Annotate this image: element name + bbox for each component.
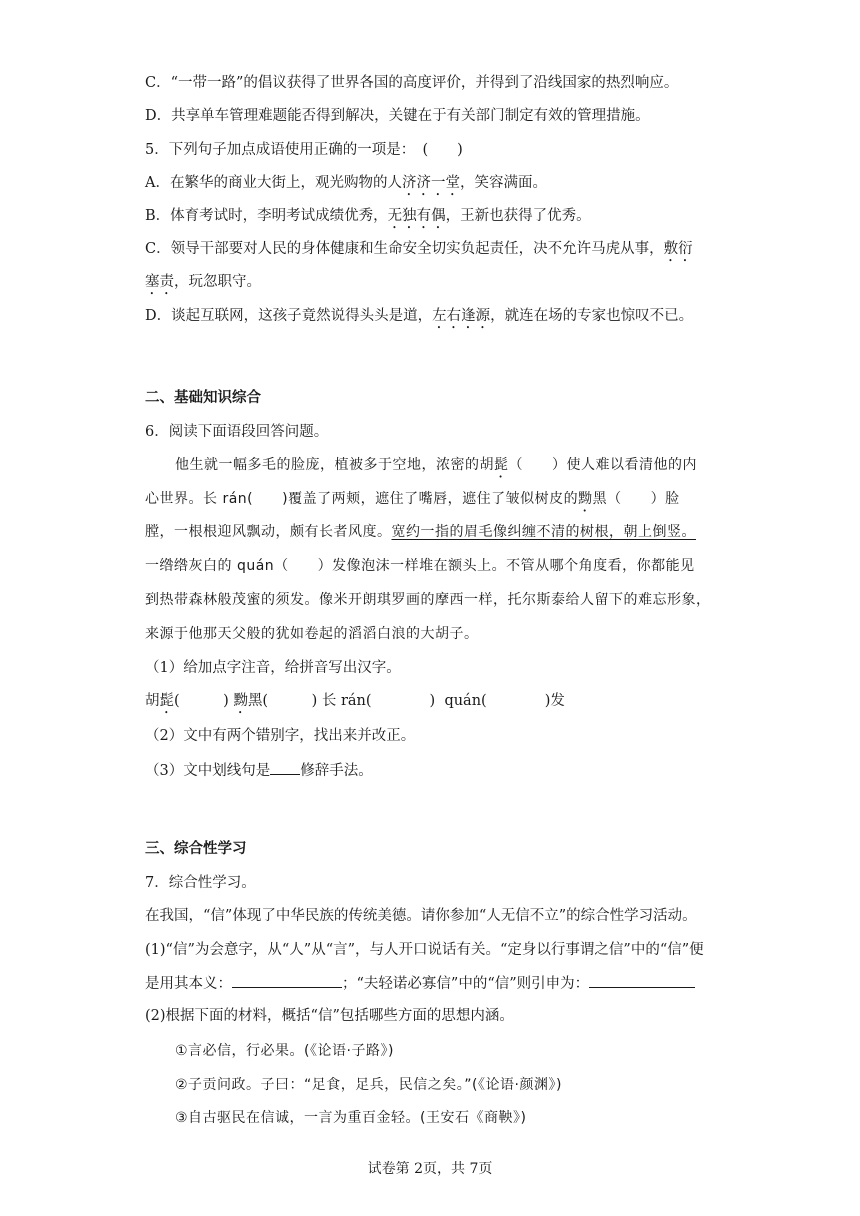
dotted-char: 髭	[494, 457, 509, 473]
answer-blank[interactable]	[270, 760, 300, 775]
answer-blank[interactable]: quán( )发	[444, 693, 565, 709]
material-2: ②子贡问政。子曰：“足食，足兵，民信之矣。”(《论语·颜渊》)	[175, 1077, 562, 1093]
material-3: ③自古驱民在信诚，一言为重百金轻。(王安石《商鞅》)	[175, 1110, 527, 1126]
passage-text: （ ）使人难以看清他的内	[508, 457, 697, 473]
sub3-text: 修辞手法。	[300, 763, 373, 779]
q4-option-c: C．“一带一路”的倡议获得了世界各国的高度评价，并得到了沿线国家的热烈响应。	[145, 75, 679, 91]
option-text: A．在繁华的商业大街上，观光购物的人	[145, 175, 402, 191]
dotted-idiom: 济济一堂	[401, 175, 460, 191]
section-2-title: 二、基础知识综合	[145, 390, 261, 406]
dotted-idiom: 塞责	[145, 274, 174, 290]
answer-blank[interactable]	[589, 973, 695, 988]
passage-line-5: 到热带森林般茂蜜的须发。像米开朗琪罗画的摩西一样，托尔斯泰给人留下的难忘形象，	[145, 592, 711, 608]
passage-line-3	[145, 522, 696, 542]
q5-stem: 5．下列句子加点成语使用正确的一项是： ( )	[145, 142, 463, 158]
q7-s2: (2)根据下面的材料，概括“信”包括哪些方面的思想内涵。	[145, 1008, 514, 1024]
answer-blank[interactable]: 黑( )	[247, 693, 318, 709]
q7-stem: 7．综合性学习。	[145, 875, 256, 891]
passage-text: 他生就一幅多毛的脸庞，植被多于空地，浓密的胡	[175, 457, 494, 473]
q6-sub3	[145, 760, 373, 781]
q7-s1-line1: (1)“信”为会意字，从“人”从“言”，与人开口说话有关。“定身以行事谓之信”中的“信”便	[145, 942, 704, 958]
dotted-char: 黝	[578, 491, 593, 507]
option-text: ，王新也获得了优秀。	[445, 208, 591, 224]
q4-option-d: D．共享单车管理难题能否得到解决，关键在于有关部门制定有效的管理措施。	[145, 108, 650, 124]
page-footer: 试卷第 2页，共 7页	[367, 1161, 493, 1177]
passage-text: 心世界。长 rán( )覆盖了两颊，遮住了嘴唇，遮住了皱似树皮的	[145, 491, 579, 507]
dotted-char: 髭	[159, 693, 174, 709]
q5-option-c-line2	[145, 272, 261, 298]
q7-s1-line2	[145, 973, 695, 994]
s1-text: 是用其本义：	[145, 976, 232, 992]
passage-line-1	[175, 455, 697, 481]
answer-blank[interactable]: ( )	[174, 693, 229, 709]
q6-sub1: （1）给加点字注音，给拼音写出汉字。	[145, 660, 401, 676]
passage-line-2	[145, 489, 680, 515]
q5-option-a	[145, 173, 547, 199]
passage-line-4: 一绺绺灰白的 quán（ ）发像泡沫一样堆在额头上。不管从哪个角度看，你都能见	[145, 558, 695, 574]
q6-stem: 6．阅读下面语段回答问题。	[145, 424, 329, 440]
q6-sub2: （2）文中有两个错别字，找出来并改正。	[145, 728, 416, 744]
q7-intro: 在我国，“信”体现了中华民族的传统美德。请你参加“人无信不立”的综合性学习活动。	[145, 908, 697, 924]
answer-blank[interactable]	[232, 973, 342, 988]
option-text: B．体育考试时，李明考试成绩优秀，	[145, 208, 388, 224]
q6-fill-row	[145, 691, 565, 717]
dotted-idiom: 敷衍	[663, 241, 693, 257]
passage-text: 黑（ ）脸	[592, 491, 680, 507]
dotted-char: 黝	[233, 693, 248, 709]
s1-text: ；“夫轻诺必寡信”中的“信”则引申为：	[342, 976, 590, 992]
section-3-title: 三、综合性学习	[145, 841, 247, 857]
q5-option-b	[145, 206, 591, 232]
fill-text: 胡	[145, 693, 160, 709]
passage-line-6: 来源于他那天父般的犹如卷起的滔滔白浪的大胡子。	[145, 626, 479, 642]
passage-text: 膛，一根根迎风飘动，颇有长者风度。	[145, 524, 392, 540]
q5-option-d	[145, 306, 693, 332]
material-1: ①言必信，行必果。(《论语·子路》)	[175, 1043, 394, 1059]
underlined-sentence: 宽约一指的眉毛像纠缠不清的树根，朝上倒竖。	[391, 524, 696, 540]
option-text: ，就连在场的专家也惊叹不已。	[490, 308, 694, 324]
option-text: D．谈起互联网，这孩子竟然说得头头是道，	[145, 308, 433, 324]
option-text: ，玩忽职守。	[174, 274, 261, 290]
answer-blank[interactable]: 长 rán( )	[321, 693, 436, 709]
option-text: ，笑容满面。	[459, 175, 547, 191]
dotted-idiom: 无独有偶	[387, 208, 446, 224]
sub3-text: （3）文中划线句是	[145, 763, 271, 779]
dotted-idiom: 左右逢源	[432, 308, 491, 324]
q5-option-c-line1	[145, 239, 693, 265]
option-text: C．领导干部要对人民的身体健康和生命安全切实负起责任，决不允许马虎从事，	[145, 241, 664, 257]
